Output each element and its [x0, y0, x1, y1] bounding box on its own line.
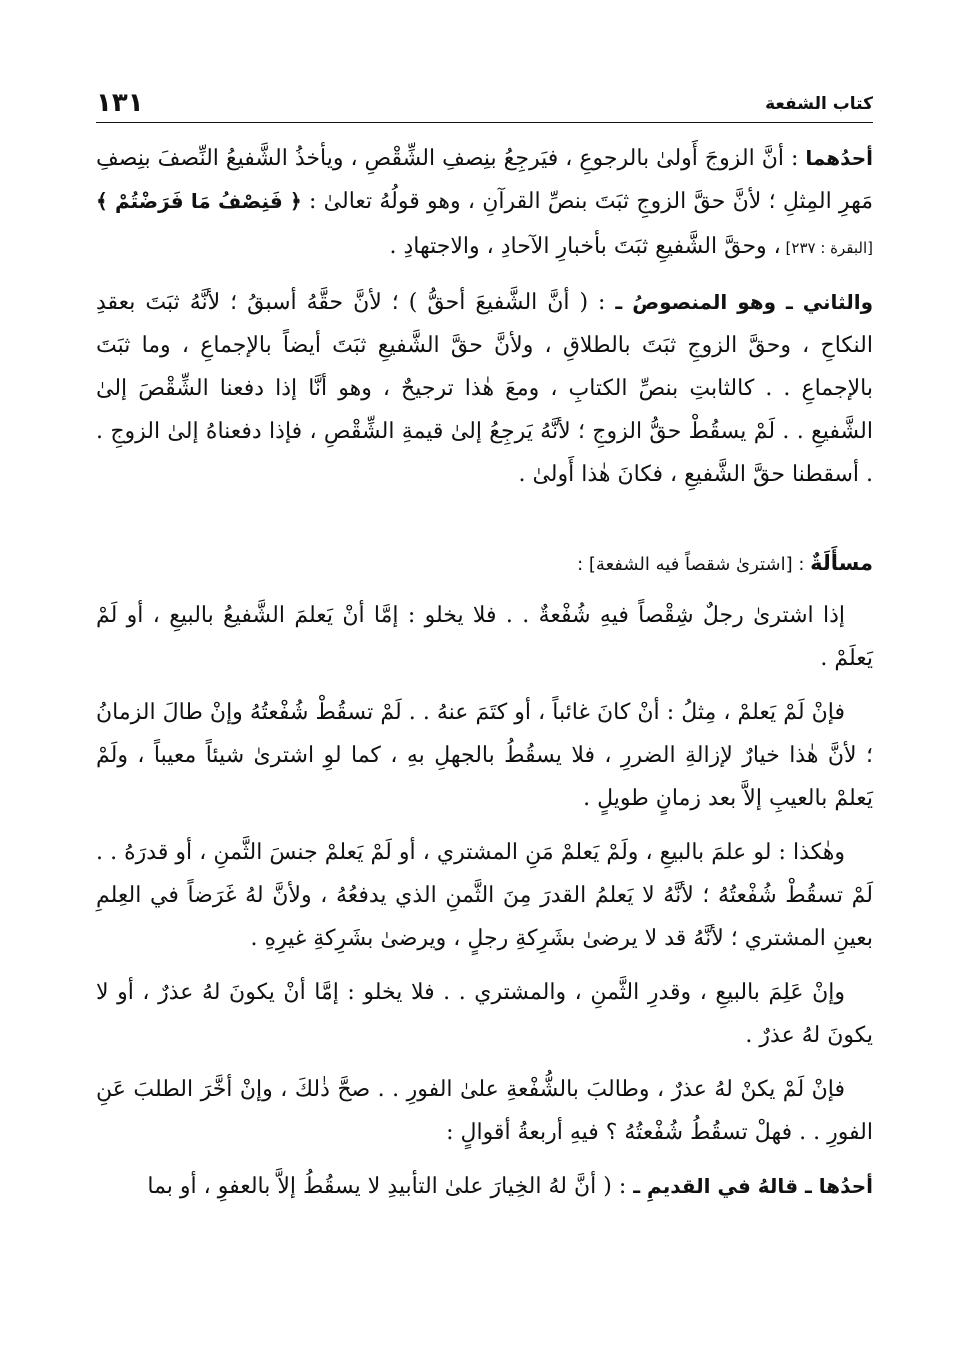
paragraph-four-opinions-first	[96, 1165, 873, 1208]
paragraph-text: : ( أنَّ لهُ الخِيارَ علىٰ التأبيدِ لا يسقُطُ إلاَّ بالعفوِ ، أو بما	[147, 1174, 634, 1199]
paragraph-second-opinion	[96, 281, 873, 496]
page-number: ١٣١	[96, 88, 144, 118]
paragraph-first-opinion	[96, 137, 873, 270]
running-title: كتاب الشفعة	[765, 94, 873, 114]
paragraph-text: فإنْ لَمْ يَعلمْ ، مِثلُ : أنْ كانَ غائباً ، أو كتَمَ عنهُ . . لَمْ تسقُطْ شُفْعتُهُ وإنْ طالَ الزمانُ ؛ لأنَّ هٰذا خيارٌ لإزالةِ الضررِ ، فلا يسقُطُ بالجهلِ بهِ ، كما لوِ اشترىٰ شيئاً معيباً ، ولَمْ يَعلمْ بالعيبِ إلاَّ بعد زمانٍ طويلٍ .	[96, 700, 873, 811]
quran-reference: [البقرة : ٢٣٧]	[780, 239, 873, 257]
page-body	[96, 137, 873, 1208]
paragraph-lead: أحدُهما	[805, 146, 873, 170]
book-page	[96, 78, 873, 1358]
masala-label: مسأَلَةٌ	[810, 551, 873, 575]
masala-title: : [اشترىٰ شقصاً فيه الشفعة] :	[577, 554, 811, 575]
paragraph-no-excuse	[96, 1068, 873, 1154]
paragraph-text: وهٰكذا : لو علمَ بالبيعِ ، ولَمْ يَعلمْ مَنِ المشتري ، أو لَمْ يَعلمْ جنسَ الثَّمنِ ، أو قدرَهُ . . لَمْ تسقُطْ شُفْعتُهُ ؛ لأنَّهُ لا يَعلمُ القدرَ مِنَ الثَّمنِ الذي يدفعُهُ ، ولأنَّ لهُ غَرَضاً في العِلمِ بعينِ المشتري ؛ لأنَّهُ قد لا يرضىٰ بشَرِكةِ رجلٍ ، ويرضىٰ بشَرِكةِ غيرِهِ .	[96, 840, 873, 951]
paragraph-purchase	[96, 594, 873, 680]
paragraph-lead: والثاني ـ وهو المنصوصُ ـ	[615, 290, 873, 314]
paragraph-text: : ( أنَّ الشَّفيعَ أحقُّ ) ؛ لأنَّ حقَّهُ أسبقُ ؛ لأنَّهُ ثبَتَ بعقدِ النكاحِ ، وحقَّ الزوجِ ثبَتَ بالطلاقِ ، ولأنَّ حقَّ الشَّفيعِ ثبَتَ أيضاً بالإجماعِ ، وما ثبَتَ بالإجماعِ . . كالثابتِ بنصِّ الكتابِ ، ومعَ هٰذا ترجيحٌ ، وهو أنَّا إذا دفعنا الشِّقْصَ إلىٰ الشَّفيعِ . . لَمْ يسقُطْ حقُّ الزوجِ ؛ لأنَّهُ يَرجِعُ إلىٰ قيمةِ الشِّقْصِ ، فإذا دفعناهُ إلىٰ الزوجِ . . أسقطنا حقَّ الشَّفيعِ ، فكانَ هٰذا أَولىٰ .	[96, 290, 873, 487]
paragraph-likewise	[96, 831, 873, 960]
paragraph-knowing	[96, 971, 873, 1057]
paragraph-tail: ، وحقَّ الشَّفيعِ ثبَتَ بأخبارِ الآحادِ ، والاجتهادِ .	[389, 234, 781, 259]
paragraph-not-knowing	[96, 691, 873, 820]
masala-heading	[96, 542, 873, 586]
paragraph-text: : أنَّ الزوجَ أَولىٰ بالرجوعِ ، فيَرجِعُ بنِصفِ الشِّقْصِ ، ويأخذُ الشَّفيعُ النِّصفَ بنِصفِ مَهرِ المِثلِ ؛ لأنَّ حقَّ الزوجِ ثبَتَ بنصِّ القرآنِ ، وهو قولُهُ تعالىٰ :	[96, 146, 873, 214]
paragraph-text: فإنْ لَمْ يكنْ لهُ عذرٌ ، وطالبَ بالشُّفْعةِ علىٰ الفورِ . . صحَّ ذٰلكَ ، وإنْ أخَّرَ الطلبَ عَنِ الفورِ . . فهلْ تسقُطُ شُفْعتُهُ ؟ فيهِ أربعةُ أقوالٍ :	[96, 1077, 873, 1145]
paragraph-text: وإنْ عَلِمَ بالبيعِ ، وقدرِ الثَّمنِ ، والمشتري . . فلا يخلو : إمَّا أنْ يكونَ لهُ عذرٌ ، أو لا يكونَ لهُ عذرٌ .	[96, 980, 873, 1048]
quran-quote: ﴿ فَنِصْفُ مَا فَرَضْتُمْ ﴾	[96, 189, 302, 213]
paragraph-lead: أحدُها ـ قالهُ في القديمِ ـ	[633, 1174, 873, 1198]
page-header	[96, 78, 873, 123]
paragraph-text: إذا اشترىٰ رجلٌ شِقْصاً فيهِ شُفْعةٌ . . فلا يخلو : إمَّا أنْ يَعلمَ الشَّفيعُ بالبيعِ ، أو لَمْ يَعلَمْ .	[96, 603, 873, 671]
